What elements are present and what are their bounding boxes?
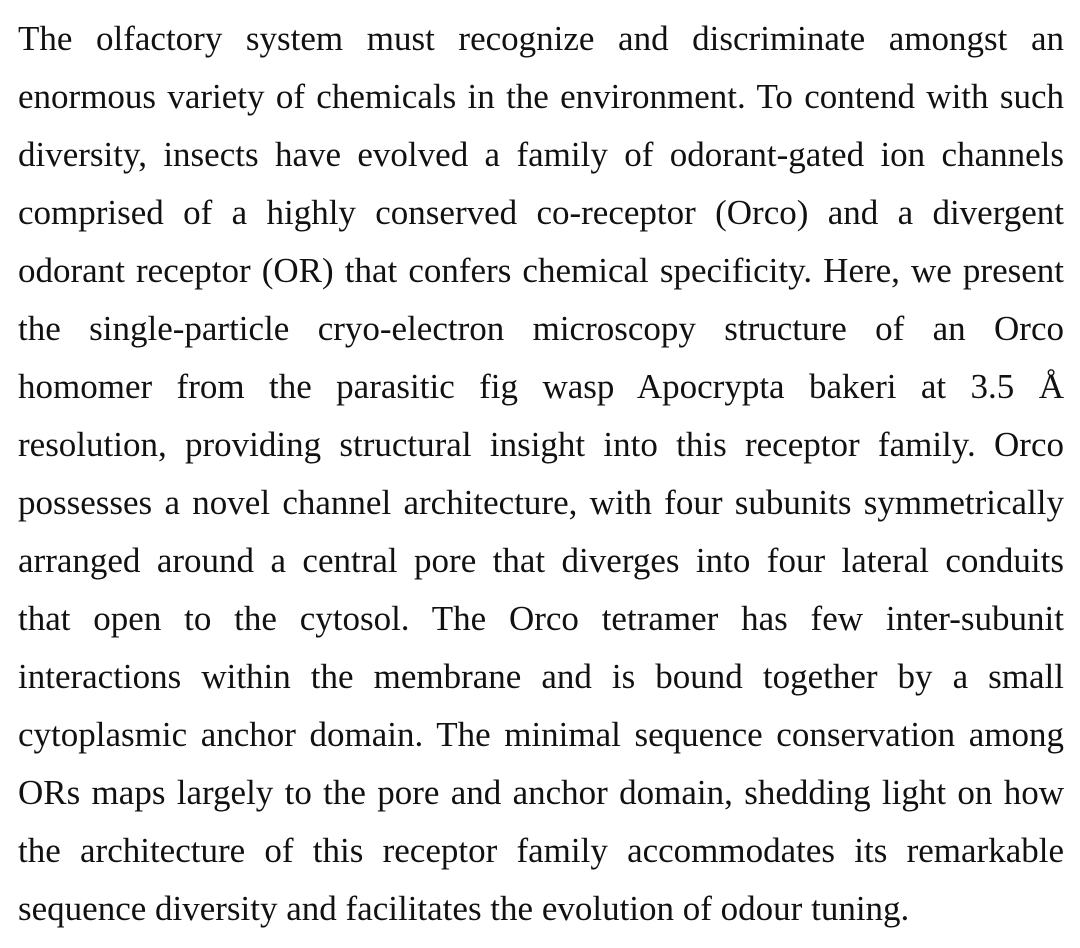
abstract-line: interactions within the membrane and is bound together by a small <box>18 657 1064 696</box>
abstract-line: the single-particle cryo-electron microscopy structure of an Orco <box>18 309 1064 348</box>
abstract-line: resolution, providing structural insight into this receptor family. Orco <box>18 425 1064 464</box>
abstract-line: ORs maps largely to the pore and anchor domain, shedding light on how <box>18 773 1064 812</box>
abstract-paragraph <box>18 10 1064 938</box>
abstract-line: possesses a novel channel architecture, with four subunits symmetrically <box>18 483 1064 522</box>
abstract-line: diversity, insects have evolved a family of odorant-gated ion channels <box>18 135 1064 174</box>
abstract-line: enormous variety of chemicals in the environment. To contend with such <box>18 77 1064 116</box>
abstract-line: arranged around a central pore that diverges into four lateral conduits <box>18 541 1064 580</box>
abstract-line: the architecture of this receptor family accommodates its remarkable <box>18 831 1064 870</box>
abstract-line: that open to the cytosol. The Orco tetramer has few inter-subunit <box>18 599 1064 638</box>
abstract-line: homomer from the parasitic fig wasp Apocrypta bakeri at 3.5 Å <box>18 367 1064 406</box>
abstract-line: The olfactory system must recognize and discriminate amongst an <box>18 19 1064 58</box>
abstract-line: sequence diversity and facilitates the evolution of odour tuning. <box>18 889 910 928</box>
abstract-line: comprised of a highly conserved co-receptor (Orco) and a divergent <box>18 193 1064 232</box>
abstract-line: odorant receptor (OR) that confers chemical specificity. Here, we present <box>18 251 1064 290</box>
abstract-line: cytoplasmic anchor domain. The minimal sequence conservation among <box>18 715 1064 754</box>
